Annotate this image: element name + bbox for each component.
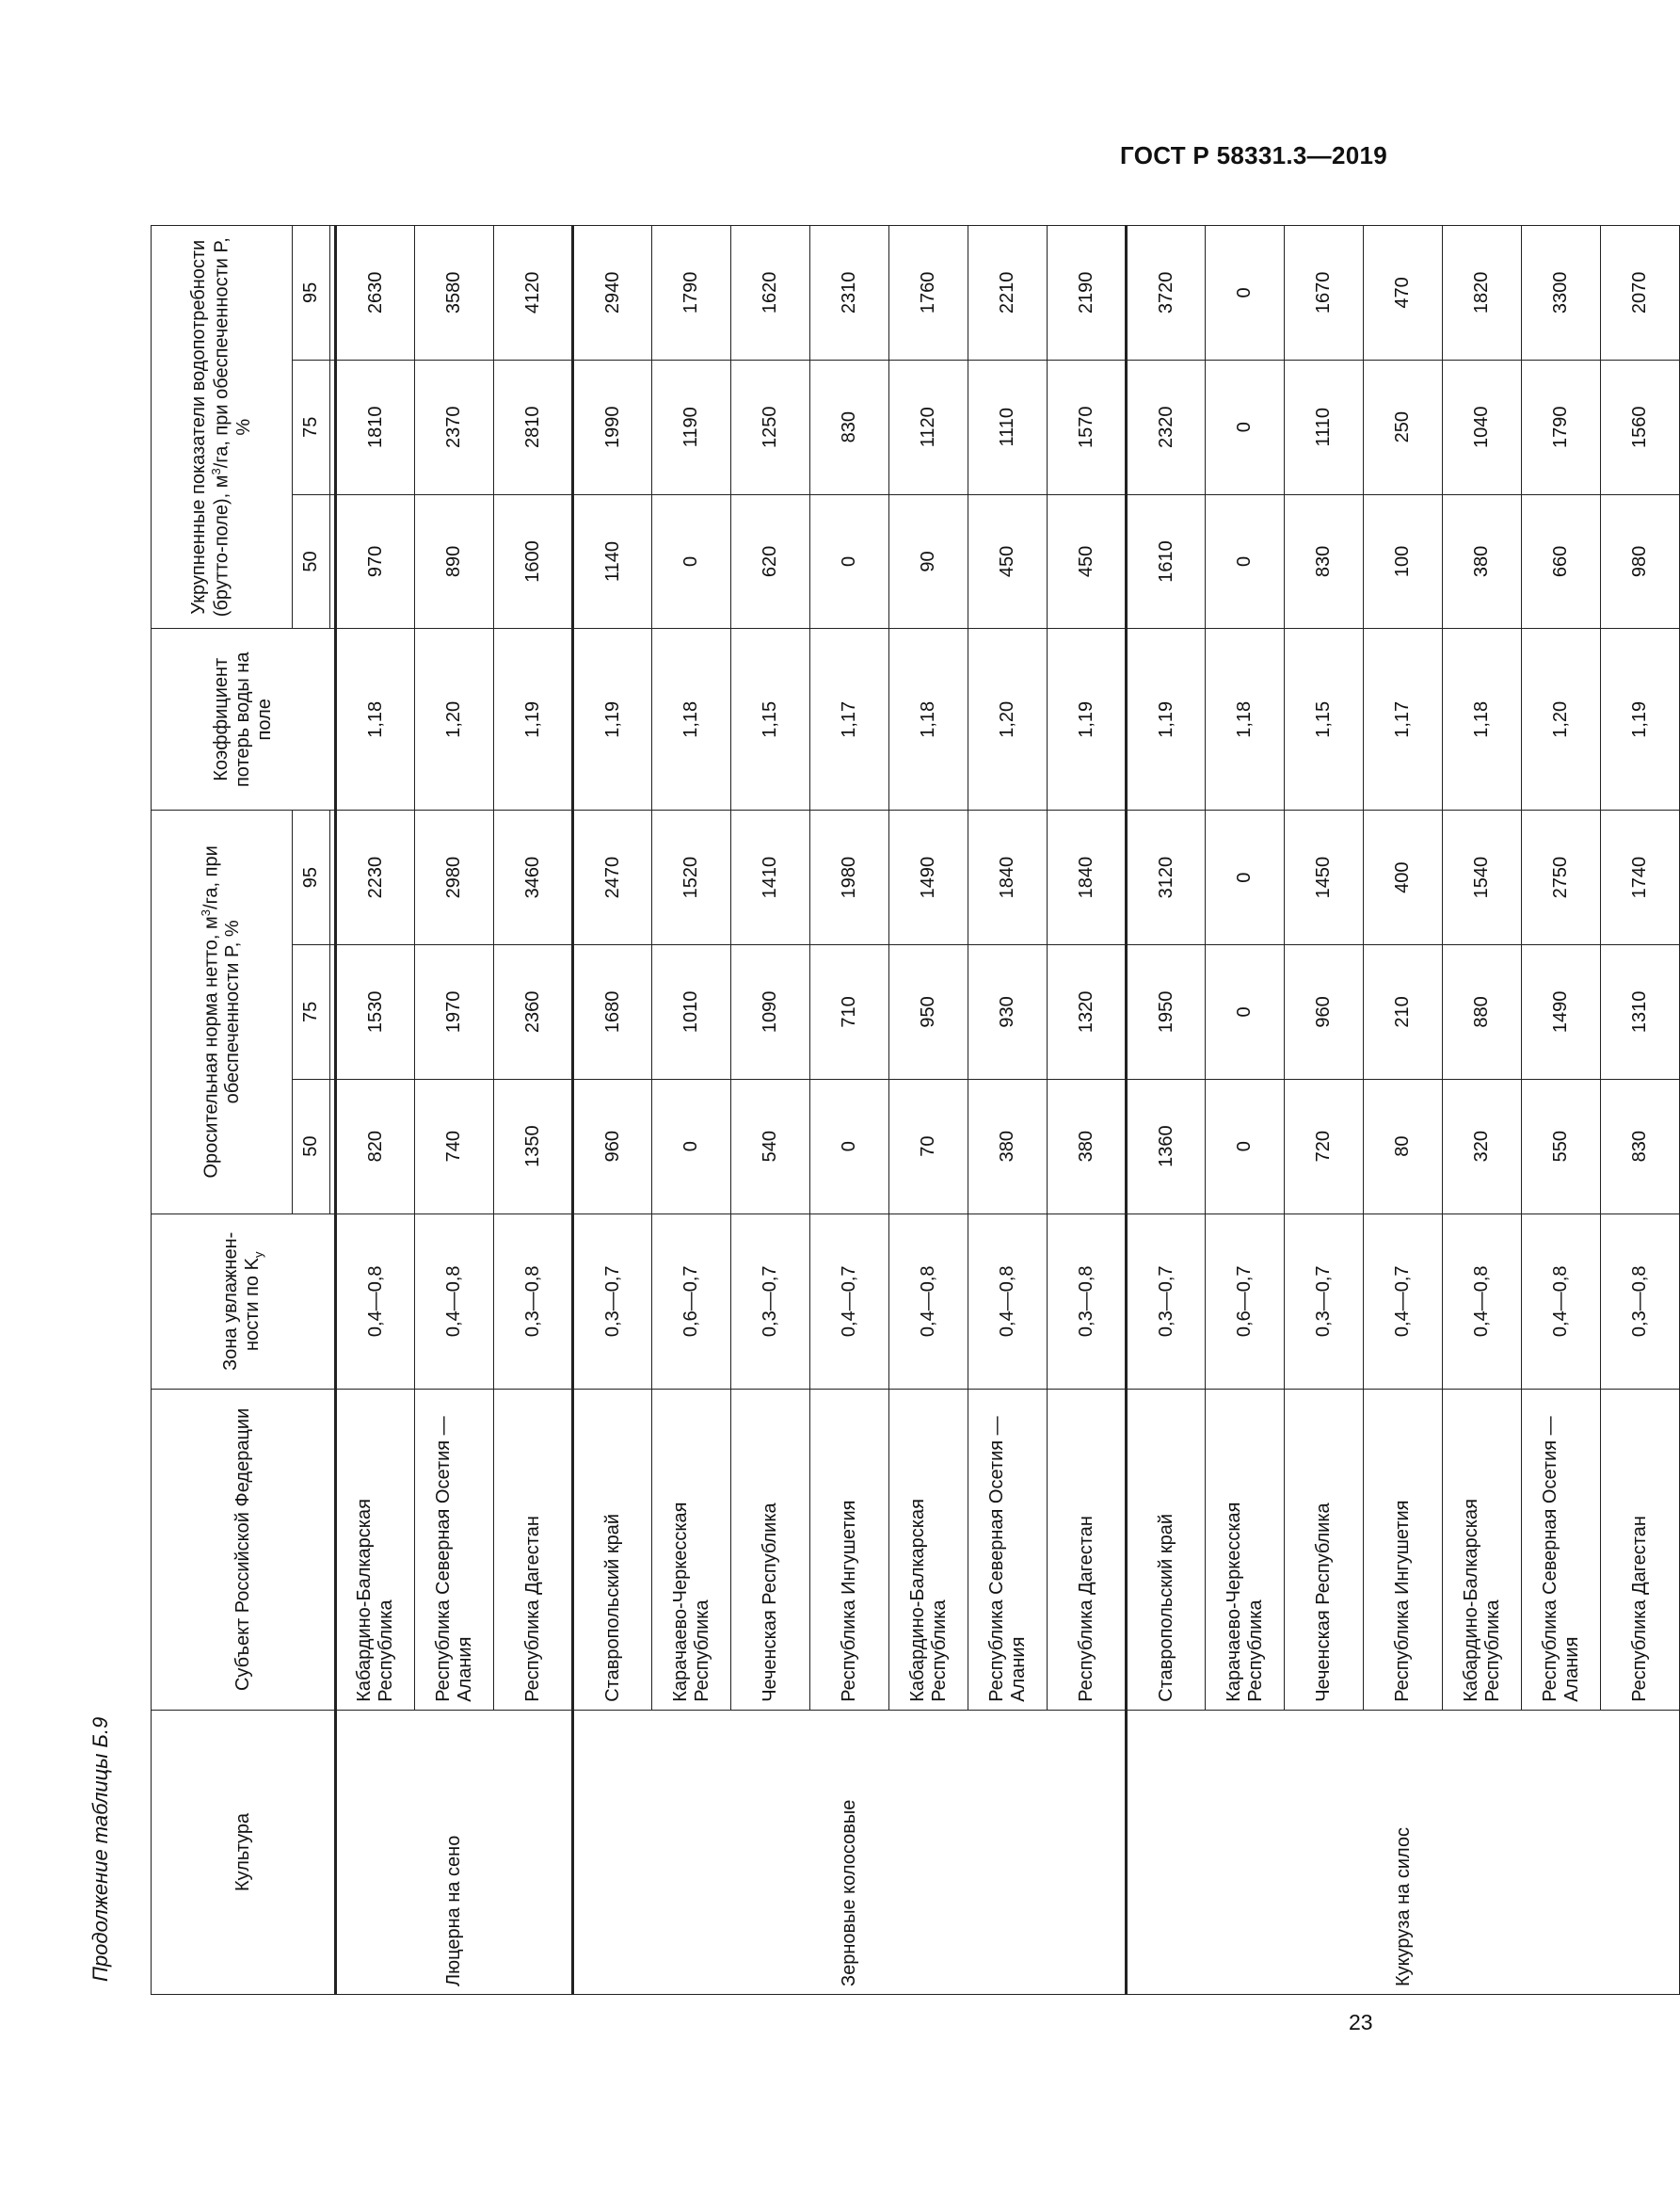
cell-gross-p75: 830 xyxy=(810,360,889,494)
cell-netto-p95: 1520 xyxy=(652,811,731,945)
cell-subject: Республика Северная Осетия — Алания xyxy=(968,1389,1048,1710)
cell-gross-p95: 1820 xyxy=(1443,226,1522,361)
cell-gross-p50: 1610 xyxy=(1127,494,1206,629)
cell-netto-p50: 550 xyxy=(1522,1079,1601,1214)
cell-zone: 0,4—0,7 xyxy=(810,1214,889,1389)
header-gross: Укрупненные показатели водопотребности (брутто-поле), $м^3/га$, при обеспеченности P, % xyxy=(152,226,293,629)
cell-netto-p50: 70 xyxy=(889,1079,968,1214)
cell-zone: 0,4—0,8 xyxy=(968,1214,1048,1389)
irrigation-table xyxy=(151,225,1680,1995)
cell-gross-p75: 1110 xyxy=(968,360,1048,494)
table-row xyxy=(1127,226,1206,1995)
cell-coef: 1,20 xyxy=(1522,629,1601,811)
cell-netto-p75: 2360 xyxy=(494,945,573,1080)
header-coef: Коэффициент потерь воды на поле xyxy=(152,629,336,811)
cell-gross-p50: 660 xyxy=(1522,494,1601,629)
cell-netto-p75: 1090 xyxy=(731,945,810,1080)
cell-netto-p95: 0 xyxy=(1206,811,1285,945)
cell-gross-p50: 0 xyxy=(1206,494,1285,629)
cell-crop: Кукуруза на силос xyxy=(1127,1710,1680,1994)
cell-gross-p50: 450 xyxy=(1048,494,1127,629)
cell-netto-p75: 1680 xyxy=(573,945,652,1080)
cell-gross-p50: 0 xyxy=(810,494,889,629)
header-netto-p95: 95 xyxy=(293,811,330,945)
cell-subject: Республика Дагестан xyxy=(494,1389,573,1710)
cell-gross-p95: 3720 xyxy=(1127,226,1206,361)
cell-zone: 0,4—0,8 xyxy=(1522,1214,1601,1389)
cell-gross-p75: 1790 xyxy=(1522,360,1601,494)
cell-subject: Республика Дагестан xyxy=(1601,1389,1680,1710)
table-body xyxy=(336,226,1680,1995)
cell-gross-p95: 4120 xyxy=(494,226,573,361)
cell-netto-p75: 960 xyxy=(1285,945,1364,1080)
cell-zone: 0,3—0,8 xyxy=(1601,1214,1680,1389)
cell-coef: 1,18 xyxy=(1206,629,1285,811)
cell-netto-p75: 1310 xyxy=(1601,945,1680,1080)
cell-subject: Республика Северная Осетия — Алания xyxy=(415,1389,494,1710)
cell-coef: 1,18 xyxy=(1443,629,1522,811)
cell-zone: 0,6—0,7 xyxy=(652,1214,731,1389)
cell-netto-p95: 400 xyxy=(1364,811,1443,945)
header-subject: Субъект Российской Федерации xyxy=(152,1389,336,1710)
cell-zone: 0,3—0,7 xyxy=(1285,1214,1364,1389)
cell-crop: Зерновые колосовые xyxy=(573,1710,1127,1994)
cell-zone: 0,4—0,7 xyxy=(1364,1214,1443,1389)
cell-netto-p50: 830 xyxy=(1601,1079,1680,1214)
cell-gross-p95: 2210 xyxy=(968,226,1048,361)
cell-subject: Республика Дагестан xyxy=(1048,1389,1127,1710)
cell-netto-p75: 1010 xyxy=(652,945,731,1080)
table-caption: Продолжение таблицы Б.9 xyxy=(88,1716,112,1982)
cell-netto-p50: 740 xyxy=(415,1079,494,1214)
cell-gross-p95: 1670 xyxy=(1285,226,1364,361)
cell-netto-p75: 710 xyxy=(810,945,889,1080)
header-gross-p50: 50 xyxy=(293,494,330,629)
cell-netto-p95: 3460 xyxy=(494,811,573,945)
header-gross-p95: 95 xyxy=(293,226,330,361)
cell-zone: 0,4—0,8 xyxy=(1443,1214,1522,1389)
cell-netto-p95: 1740 xyxy=(1601,811,1680,945)
cell-coef: 1,20 xyxy=(415,629,494,811)
cell-subject: Кабардино-Балкарская Республика xyxy=(336,1389,415,1710)
cell-netto-p95: 2470 xyxy=(573,811,652,945)
cell-subject: Кабардино-Балкарская Республика xyxy=(889,1389,968,1710)
document-header: ГОСТ Р 58331.3—2019 xyxy=(1120,141,1387,169)
cell-subject: Ставропольский край xyxy=(1127,1389,1206,1710)
cell-gross-p95: 2190 xyxy=(1048,226,1127,361)
cell-gross-p75: 250 xyxy=(1364,360,1443,494)
cell-netto-p50: 1350 xyxy=(494,1079,573,1214)
cell-subject: Республика Северная Осетия — Алания xyxy=(1522,1389,1601,1710)
cell-zone: 0,6—0,7 xyxy=(1206,1214,1285,1389)
cell-netto-p50: 0 xyxy=(652,1079,731,1214)
header-zone: Зона увлажненности по $K_у$ xyxy=(152,1214,336,1389)
cell-netto-p75: 950 xyxy=(889,945,968,1080)
cell-netto-p95: 1410 xyxy=(731,811,810,945)
table-row xyxy=(573,226,652,1995)
cell-gross-p75: 2320 xyxy=(1127,360,1206,494)
cell-subject: Республика Ингушетия xyxy=(810,1389,889,1710)
cell-netto-p95: 2230 xyxy=(336,811,415,945)
cell-gross-p95: 2310 xyxy=(810,226,889,361)
cell-coef: 1,18 xyxy=(889,629,968,811)
cell-subject: Кабардино-Балкарская Республика xyxy=(1443,1389,1522,1710)
cell-netto-p95: 2750 xyxy=(1522,811,1601,945)
cell-zone: 0,3—0,8 xyxy=(494,1214,573,1389)
cell-gross-p75: 1040 xyxy=(1443,360,1522,494)
cell-gross-p95: 0 xyxy=(1206,226,1285,361)
cell-gross-p75: 1190 xyxy=(652,360,731,494)
cell-zone: 0,3—0,8 xyxy=(1048,1214,1127,1389)
cell-coef: 1,19 xyxy=(573,629,652,811)
cell-subject: Чеченская Республика xyxy=(1285,1389,1364,1710)
cell-netto-p95: 1840 xyxy=(968,811,1048,945)
cell-gross-p50: 380 xyxy=(1443,494,1522,629)
cell-gross-p75: 1570 xyxy=(1048,360,1127,494)
cell-zone: 0,4—0,8 xyxy=(415,1214,494,1389)
cell-coef: 1,19 xyxy=(1127,629,1206,811)
cell-coef: 1,15 xyxy=(731,629,810,811)
cell-subject: Республика Ингушетия xyxy=(1364,1389,1443,1710)
cell-gross-p50: 450 xyxy=(968,494,1048,629)
cell-netto-p75: 880 xyxy=(1443,945,1522,1080)
cell-gross-p95: 1760 xyxy=(889,226,968,361)
cell-netto-p75: 1970 xyxy=(415,945,494,1080)
cell-netto-p50: 720 xyxy=(1285,1079,1364,1214)
cell-gross-p50: 620 xyxy=(731,494,810,629)
cell-netto-p75: 1530 xyxy=(336,945,415,1080)
cell-gross-p50: 980 xyxy=(1601,494,1680,629)
table-container xyxy=(151,225,1650,1995)
header-netto-p50: 50 xyxy=(293,1079,330,1214)
header-netto: Оросительная норма нетто, $м^3/га$, при обеспеченности P, % xyxy=(152,811,293,1214)
cell-coef: 1,19 xyxy=(494,629,573,811)
cell-netto-p50: 1360 xyxy=(1127,1079,1206,1214)
cell-subject: Ставропольский край xyxy=(573,1389,652,1710)
cell-gross-p50: 830 xyxy=(1285,494,1364,629)
table-row xyxy=(336,226,415,1995)
cell-gross-p95: 470 xyxy=(1364,226,1443,361)
cell-netto-p95: 1450 xyxy=(1285,811,1364,945)
cell-netto-p50: 960 xyxy=(573,1079,652,1214)
cell-coef: 1,17 xyxy=(810,629,889,811)
cell-zone: 0,4—0,8 xyxy=(336,1214,415,1389)
cell-subject: Карачаево-Черкесская Республика xyxy=(652,1389,731,1710)
cell-coef: 1,17 xyxy=(1364,629,1443,811)
cell-netto-p95: 1540 xyxy=(1443,811,1522,945)
cell-netto-p95: 1490 xyxy=(889,811,968,945)
cell-gross-p75: 1250 xyxy=(731,360,810,494)
cell-netto-p95: 1840 xyxy=(1048,811,1127,945)
cell-coef: 1,19 xyxy=(1601,629,1680,811)
cell-gross-p95: 3300 xyxy=(1522,226,1601,361)
cell-zone: 0,3—0,7 xyxy=(573,1214,652,1389)
cell-gross-p75: 1120 xyxy=(889,360,968,494)
cell-netto-p50: 0 xyxy=(810,1079,889,1214)
cell-gross-p95: 3580 xyxy=(415,226,494,361)
cell-netto-p95: 2980 xyxy=(415,811,494,945)
cell-netto-p75: 1950 xyxy=(1127,945,1206,1080)
cell-coef: 1,19 xyxy=(1048,629,1127,811)
cell-coef: 1,20 xyxy=(968,629,1048,811)
cell-gross-p50: 970 xyxy=(336,494,415,629)
cell-gross-p75: 2810 xyxy=(494,360,573,494)
cell-gross-p50: 890 xyxy=(415,494,494,629)
cell-netto-p75: 1490 xyxy=(1522,945,1601,1080)
page-number: 23 xyxy=(1349,2010,1373,2034)
cell-netto-p95: 3120 xyxy=(1127,811,1206,945)
cell-gross-p95: 2630 xyxy=(336,226,415,361)
cell-gross-p95: 1790 xyxy=(652,226,731,361)
cell-zone: 0,3—0,7 xyxy=(1127,1214,1206,1389)
cell-netto-p50: 80 xyxy=(1364,1079,1443,1214)
cell-gross-p75: 2370 xyxy=(415,360,494,494)
cell-gross-p50: 0 xyxy=(652,494,731,629)
cell-netto-p50: 540 xyxy=(731,1079,810,1214)
cell-netto-p75: 930 xyxy=(968,945,1048,1080)
cell-gross-p95: 2940 xyxy=(573,226,652,361)
cell-gross-p75: 1990 xyxy=(573,360,652,494)
cell-gross-p95: 1620 xyxy=(731,226,810,361)
cell-gross-p95: 2070 xyxy=(1601,226,1680,361)
cell-subject: Карачаево-Черкесская Республика xyxy=(1206,1389,1285,1710)
cell-gross-p75: 1560 xyxy=(1601,360,1680,494)
cell-coef: 1,15 xyxy=(1285,629,1364,811)
cell-netto-p95: 1980 xyxy=(810,811,889,945)
cell-netto-p50: 820 xyxy=(336,1079,415,1214)
cell-coef: 1,18 xyxy=(336,629,415,811)
header-netto-p75: 75 xyxy=(293,945,330,1080)
cell-netto-p50: 380 xyxy=(968,1079,1048,1214)
cell-crop: Люцерна на сено xyxy=(336,1710,573,1994)
cell-zone: 0,3—0,7 xyxy=(731,1214,810,1389)
cell-netto-p75: 210 xyxy=(1364,945,1443,1080)
cell-gross-p50: 90 xyxy=(889,494,968,629)
cell-netto-p75: 1320 xyxy=(1048,945,1127,1080)
header-crop: Культура xyxy=(152,1710,336,1994)
cell-gross-p75: 0 xyxy=(1206,360,1285,494)
cell-gross-p50: 1140 xyxy=(573,494,652,629)
cell-netto-p75: 0 xyxy=(1206,945,1285,1080)
cell-netto-p50: 380 xyxy=(1048,1079,1127,1214)
cell-gross-p50: 100 xyxy=(1364,494,1443,629)
cell-netto-p50: 320 xyxy=(1443,1079,1522,1214)
cell-subject: Чеченская Республика xyxy=(731,1389,810,1710)
cell-gross-p75: 1810 xyxy=(336,360,415,494)
cell-netto-p50: 0 xyxy=(1206,1079,1285,1214)
cell-gross-p75: 1110 xyxy=(1285,360,1364,494)
header-gross-p75: 75 xyxy=(293,360,330,494)
cell-zone: 0,4—0,8 xyxy=(889,1214,968,1389)
cell-coef: 1,18 xyxy=(652,629,731,811)
cell-gross-p50: 1600 xyxy=(494,494,573,629)
